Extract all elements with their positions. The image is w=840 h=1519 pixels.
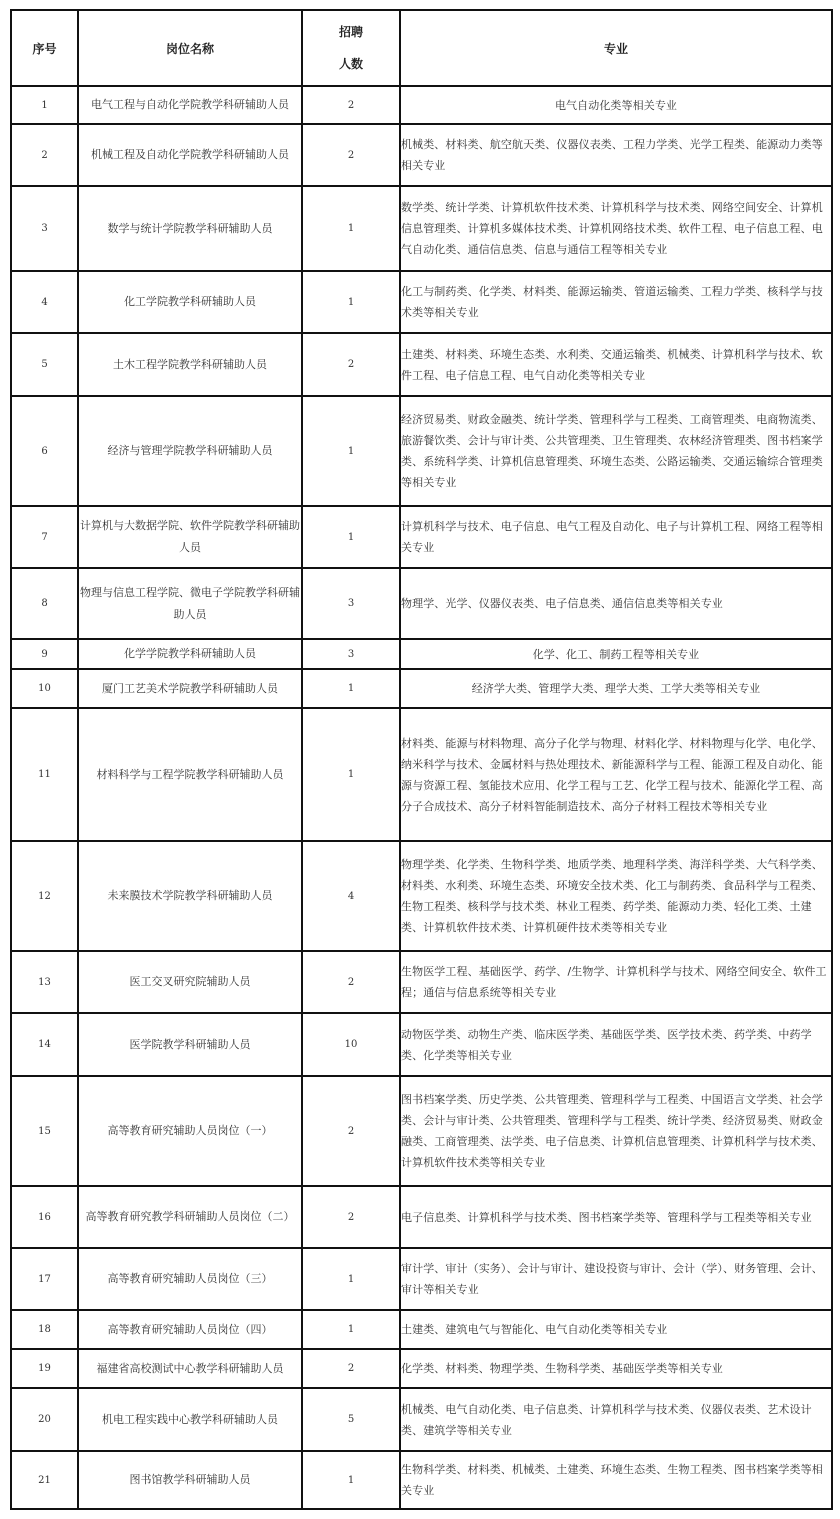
row-position-name: 经济与管理学院教学科研辅助人员 (78, 396, 302, 506)
row-recruit-count: 1 (302, 1451, 400, 1509)
header-count-line1: 招聘 (338, 25, 363, 39)
row-recruit-count: 1 (302, 1310, 400, 1349)
row-recruit-count: 5 (302, 1388, 400, 1451)
table-row (11, 951, 832, 1013)
row-seq: 6 (11, 396, 78, 506)
table-row (11, 568, 832, 639)
row-major: 物理学、光学、仪器仪表类、电子信息类、通信信息类等相关专业 (400, 568, 832, 639)
row-seq: 4 (11, 271, 78, 333)
row-seq: 1 (11, 86, 78, 124)
row-position-name: 高等教育研究辅助人员岗位（四） (78, 1310, 302, 1349)
table-row (11, 1349, 832, 1388)
row-position-name: 高等教育研究辅助人员岗位（一） (78, 1076, 302, 1186)
row-recruit-count: 2 (302, 1349, 400, 1388)
row-seq: 15 (11, 1076, 78, 1186)
header-major: 专业 (400, 10, 832, 86)
row-major: 计算机科学与技术、电子信息、电气工程及自动化、电子与计算机工程、网络工程等相关专业 (400, 506, 832, 568)
row-seq: 5 (11, 333, 78, 396)
row-seq: 11 (11, 708, 78, 841)
row-major: 土建类、建筑电气与智能化、电气自动化类等相关专业 (400, 1310, 832, 1349)
row-major: 审计学、审计（实务）、会计与审计、建设投资与审计、会计（学）、财务管理、会计、审计等相关专业 (400, 1248, 832, 1310)
header-seq: 序号 (11, 10, 78, 86)
row-recruit-count: 1 (302, 1248, 400, 1310)
row-major: 物理学类、化学类、生物科学类、地质学类、地理科学类、海洋科学类、大气科学类、材料类、水利类、环境生态类、环境安全技术类、化工与制药类、食品科学与工程类、生物工程类、核科学与技术类、林业工程类、药学类、能源动力类、轻化工类、土建类、计算机软件技术类、计算机硬件技术类等相关专业 (400, 841, 832, 951)
table-row (11, 1076, 832, 1186)
row-seq: 8 (11, 568, 78, 639)
row-position-name: 机电工程实践中心教学科研辅助人员 (78, 1388, 302, 1451)
table-row (11, 639, 832, 669)
header-position: 岗位名称 (78, 10, 302, 86)
row-position-name: 高等教育研究教学科研辅助人员岗位（二） (78, 1186, 302, 1248)
row-seq: 18 (11, 1310, 78, 1349)
table-row (11, 186, 832, 271)
row-position-name: 高等教育研究辅助人员岗位（三） (78, 1248, 302, 1310)
row-seq: 9 (11, 639, 78, 669)
row-seq: 7 (11, 506, 78, 568)
row-recruit-count: 3 (302, 639, 400, 669)
row-major: 电气自动化类等相关专业 (400, 86, 832, 124)
row-position-name: 材料科学与工程学院教学科研辅助人员 (78, 708, 302, 841)
table-row (11, 841, 832, 951)
row-recruit-count: 1 (302, 186, 400, 271)
row-position-name: 电气工程与自动化学院教学科研辅助人员 (78, 86, 302, 124)
row-recruit-count: 2 (302, 333, 400, 396)
row-seq: 16 (11, 1186, 78, 1248)
row-recruit-count: 2 (302, 86, 400, 124)
table-row (11, 86, 832, 124)
row-major: 土建类、材料类、环境生态类、水利类、交通运输类、机械类、计算机科学与技术、软件工程、电子信息工程、电气自动化类等相关专业 (400, 333, 832, 396)
row-major: 化工与制药类、化学类、材料类、能源运输类、管道运输类、工程力学类、核科学与技术类等相关专业 (400, 271, 832, 333)
row-seq: 2 (11, 124, 78, 186)
row-position-name: 图书馆教学科研辅助人员 (78, 1451, 302, 1509)
table-body (11, 86, 832, 1509)
row-seq: 20 (11, 1388, 78, 1451)
row-major: 生物科学类、材料类、机械类、土建类、环境生态类、生物工程类、图书档案学类等相关专业 (400, 1451, 832, 1509)
row-recruit-count: 1 (302, 506, 400, 568)
row-recruit-count: 10 (302, 1013, 400, 1076)
row-recruit-count: 2 (302, 1076, 400, 1186)
row-major: 材料类、能源与材料物理、高分子化学与物理、材料化学、材料物理与化学、电化学、纳米科学与技术、金属材料与热处理技术、新能源科学与工程、能源工程及自动化、能源与资源工程、氢能技术应用、化学工程与工艺、化学工程与技术、能源化学工程、高分子合成技术、高分子材料智能制造技术、高分子材料工程技术等相关专业 (400, 708, 832, 841)
table-row (11, 271, 832, 333)
row-position-name: 化工学院教学科研辅助人员 (78, 271, 302, 333)
row-recruit-count: 1 (302, 396, 400, 506)
row-seq: 12 (11, 841, 78, 951)
row-recruit-count: 2 (302, 1186, 400, 1248)
row-position-name: 物理与信息工程学院、微电子学院教学科研辅助人员 (78, 568, 302, 639)
row-major: 图书档案学类、历史学类、公共管理类、管理科学与工程类、中国语言文学类、社会学类、会计与审计类、公共管理类、管理科学与工程类、统计学类、经济贸易类、财政金融类、工商管理类、法学类、电子信息类、计算机信息管理类、计算机科学与技术类、计算机软件技术类等相关专业 (400, 1076, 832, 1186)
row-position-name: 土木工程学院教学科研辅助人员 (78, 333, 302, 396)
table-row (11, 1388, 832, 1451)
row-recruit-count: 4 (302, 841, 400, 951)
row-position-name: 医学院教学科研辅助人员 (78, 1013, 302, 1076)
row-recruit-count: 2 (302, 124, 400, 186)
table-row (11, 506, 832, 568)
table-row (11, 1310, 832, 1349)
row-major: 化学类、材料类、物理学类、生物科学类、基础医学类等相关专业 (400, 1349, 832, 1388)
row-position-name: 化学学院教学科研辅助人员 (78, 639, 302, 669)
row-major: 化学、化工、制药工程等相关专业 (400, 639, 832, 669)
row-seq: 21 (11, 1451, 78, 1509)
table-row (11, 396, 832, 506)
row-major: 动物医学类、动物生产类、临床医学类、基础医学类、医学技术类、药学类、中药学类、化学类等相关专业 (400, 1013, 832, 1076)
row-major: 经济贸易类、财政金融类、统计学类、管理科学与工程类、工商管理类、电商物流类、旅游餐饮类、会计与审计类、公共管理类、卫生管理类、农林经济管理类、图书档案学类、系统科学类、计算机信息管理类、环境生态类、公路运输类、交通运输综合管理类等相关专业 (400, 396, 832, 506)
table-header-row (11, 10, 832, 86)
row-recruit-count: 1 (302, 271, 400, 333)
table-row (11, 669, 832, 708)
row-seq: 13 (11, 951, 78, 1013)
row-seq: 10 (11, 669, 78, 708)
row-seq: 14 (11, 1013, 78, 1076)
row-major: 机械类、电气自动化类、电子信息类、计算机科学与技术类、仪器仪表类、艺术设计类、建筑学等相关专业 (400, 1388, 832, 1451)
row-recruit-count: 1 (302, 708, 400, 841)
recruitment-table (10, 9, 833, 1510)
row-major: 经济学大类、管理学大类、理学大类、工学大类等相关专业 (400, 669, 832, 708)
row-seq: 17 (11, 1248, 78, 1310)
row-position-name: 未来膜技术学院教学科研辅助人员 (78, 841, 302, 951)
row-position-name: 福建省高校测试中心教学科研辅助人员 (78, 1349, 302, 1388)
row-position-name: 医工交叉研究院辅助人员 (78, 951, 302, 1013)
row-seq: 19 (11, 1349, 78, 1388)
row-seq: 3 (11, 186, 78, 271)
table-row (11, 124, 832, 186)
table-row (11, 708, 832, 841)
row-major: 生物医学工程、基础医学、药学、/生物学、计算机科学与技术、网络空间安全、软件工程；通信与信息系统等相关专业 (400, 951, 832, 1013)
row-position-name: 数学与统计学院教学科研辅助人员 (78, 186, 302, 271)
row-major: 机械类、材料类、航空航天类、仪器仪表类、工程力学类、光学工程类、能源动力类等相关专业 (400, 124, 832, 186)
header-count (302, 10, 400, 86)
row-position-name: 机械工程及自动化学院教学科研辅助人员 (78, 124, 302, 186)
table-row (11, 1248, 832, 1310)
row-major: 电子信息类、计算机科学与技术类、图书档案学类等、管理科学与工程类等相关专业 (400, 1186, 832, 1248)
row-recruit-count: 1 (302, 669, 400, 708)
table-row (11, 333, 832, 396)
table-row (11, 1013, 832, 1076)
row-recruit-count: 2 (302, 951, 400, 1013)
table-row (11, 1186, 832, 1248)
header-count-line2: 人数 (338, 57, 363, 71)
row-position-name: 厦门工艺美术学院教学科研辅助人员 (78, 669, 302, 708)
table-row (11, 1451, 832, 1509)
row-major: 数学类、统计学类、计算机软件技术类、计算机科学与技术类、网络空间安全、计算机信息管理类、计算机多媒体技术类、计算机网络技术类、软件工程、电子信息工程、电气自动化类、通信信息类、信息与通信工程等相关专业 (400, 186, 832, 271)
row-position-name: 计算机与大数据学院、软件学院教学科研辅助人员 (78, 506, 302, 568)
row-recruit-count: 3 (302, 568, 400, 639)
